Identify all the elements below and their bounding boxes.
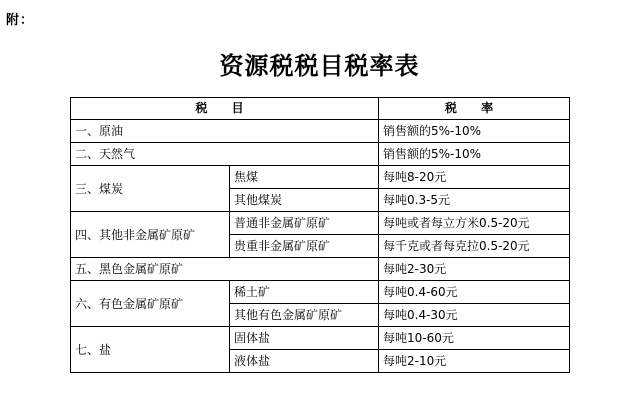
sub-item-cell: 其他煤炭 xyxy=(230,189,379,212)
tax-rate-cell: 每吨0.4-30元 xyxy=(379,304,570,327)
table-row xyxy=(71,143,570,166)
tax-rate-cell: 每吨0.3-5元 xyxy=(379,189,570,212)
tax-item-cell: 七、盐 xyxy=(71,327,230,373)
tax-rate-table xyxy=(70,97,570,373)
appendix-label: 附： xyxy=(6,13,35,28)
tax-rate-cell: 每千克或者每克拉0.5-20元 xyxy=(379,235,570,258)
sub-item-cell: 稀土矿 xyxy=(230,281,379,304)
tax-item-cell: 二、天然气 xyxy=(71,143,379,166)
sub-item-cell: 普通非金属矿原矿 xyxy=(230,212,379,235)
header-tax-item: 税 目 xyxy=(71,98,379,120)
tax-rate-cell: 每吨2-30元 xyxy=(379,258,570,281)
table-row xyxy=(71,327,570,350)
tax-rate-cell: 每吨2-10元 xyxy=(379,350,570,373)
sub-item-cell: 固体盐 xyxy=(230,327,379,350)
table-row xyxy=(71,258,570,281)
tax-rate-cell: 销售额的5%-10% xyxy=(379,143,570,166)
table-row xyxy=(71,166,570,189)
tax-rate-cell: 每吨或者每立方米0.5-20元 xyxy=(379,212,570,235)
sub-item-cell: 液体盐 xyxy=(230,350,379,373)
sub-item-cell: 贵重非金属矿原矿 xyxy=(230,235,379,258)
tax-rate-cell: 每吨0.4-60元 xyxy=(379,281,570,304)
tax-item-cell: 四、其他非金属矿原矿 xyxy=(71,212,230,258)
tax-item-cell: 六、有色金属矿原矿 xyxy=(71,281,230,327)
sub-item-cell: 其他有色金属矿原矿 xyxy=(230,304,379,327)
header-tax-rate: 税 率 xyxy=(379,98,570,120)
tax-item-cell: 三、煤炭 xyxy=(71,166,230,212)
tax-item-cell: 五、黑色金属矿原矿 xyxy=(71,258,379,281)
table-row xyxy=(71,281,570,304)
sub-item-cell: 焦煤 xyxy=(230,166,379,189)
tax-rate-cell: 每吨8-20元 xyxy=(379,166,570,189)
document-title: 资源税税目税率表 xyxy=(219,51,420,80)
table-row xyxy=(71,120,570,143)
tax-item-cell: 一、原油 xyxy=(71,120,379,143)
table-row xyxy=(71,212,570,235)
tax-rate-cell: 销售额的5%-10% xyxy=(379,120,570,143)
tax-rate-cell: 每吨10-60元 xyxy=(379,327,570,350)
table-header-row xyxy=(71,98,570,120)
